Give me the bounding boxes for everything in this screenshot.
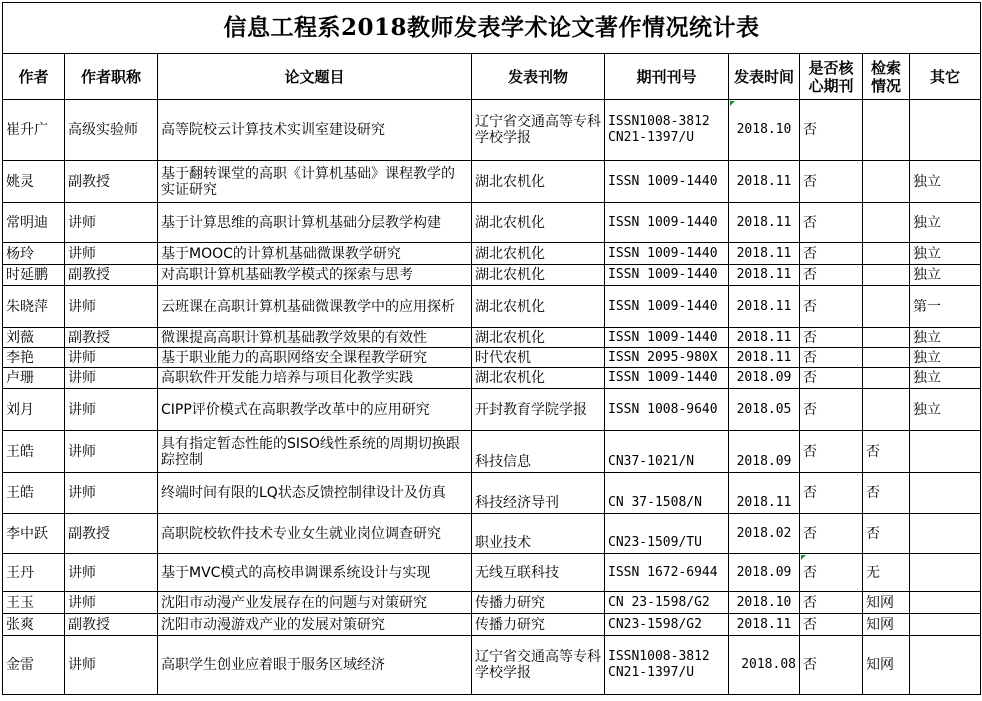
cell-paper-title[interactable]: 沈阳市动漫产业发展存在的问题与对策研究 bbox=[158, 592, 472, 614]
cell-index-status[interactable] bbox=[863, 161, 910, 203]
cell-journal-number[interactable]: ISSN 1009-1440 bbox=[605, 328, 729, 348]
cell-journal[interactable]: 科技经济导刊 bbox=[472, 473, 605, 514]
cell-journal-number[interactable]: ISSN 1008-9640 bbox=[605, 389, 729, 431]
cell-author[interactable]: 王皓 bbox=[3, 473, 65, 514]
table-row bbox=[3, 514, 981, 554]
cell-journal-number[interactable]: ISSN 1009-1440 bbox=[605, 265, 729, 286]
cell-core-journal[interactable]: 否 bbox=[800, 243, 863, 265]
cell-index-status[interactable] bbox=[863, 265, 910, 286]
cell-author-title[interactable]: 副教授 bbox=[65, 514, 158, 554]
cell-journal-number[interactable]: CN37-1021/N bbox=[605, 431, 729, 473]
cell-author-title[interactable]: 讲师 bbox=[65, 243, 158, 265]
cell-journal-number[interactable]: ISSN 1672-6944 bbox=[605, 554, 729, 592]
cell-paper-title[interactable]: 高职院校软件技术专业女生就业岗位调查研究 bbox=[158, 514, 472, 554]
cell-journal[interactable]: 辽宁省交通高等专科学校学报 bbox=[472, 100, 605, 161]
cell-other[interactable]: 独立 bbox=[910, 161, 981, 203]
cell-index-status[interactable] bbox=[863, 328, 910, 348]
cell-other[interactable]: 独立 bbox=[910, 328, 981, 348]
cell-author[interactable]: 金雷 bbox=[3, 636, 65, 695]
cell-core-journal[interactable]: 否 bbox=[800, 514, 863, 554]
table-row bbox=[3, 554, 981, 592]
table-row bbox=[3, 328, 981, 348]
cell-publish-date[interactable]: 2018.11 bbox=[729, 348, 800, 368]
cell-publish-date[interactable]: 2018.11 bbox=[729, 286, 800, 328]
cell-author[interactable]: 李中跃 bbox=[3, 514, 65, 554]
cell-journal[interactable]: 传播力研究 bbox=[472, 592, 605, 614]
cell-author-title[interactable]: 讲师 bbox=[65, 431, 158, 473]
cell-paper-title[interactable]: 基于翻转课堂的高职《计算机基础》课程教学的实证研究 bbox=[158, 161, 472, 203]
cell-author-title[interactable]: 讲师 bbox=[65, 554, 158, 592]
cell-author-title[interactable]: 讲师 bbox=[65, 203, 158, 243]
cell-other[interactable]: 独立 bbox=[910, 389, 981, 431]
header-other[interactable]: 其它 bbox=[910, 54, 981, 100]
cell-publish-date[interactable]: 2018.09 bbox=[729, 368, 800, 389]
header-journal[interactable]: 发表刊物 bbox=[472, 54, 605, 100]
cell-journal-number[interactable]: CN 37-1508/N bbox=[605, 473, 729, 514]
cell-author[interactable]: 王玉 bbox=[3, 592, 65, 614]
cell-index-status[interactable] bbox=[863, 348, 910, 368]
cell-journal-number[interactable]: ISSN 1009-1440 bbox=[605, 368, 729, 389]
cell-publish-date[interactable]: 2018.10 bbox=[729, 592, 800, 614]
cell-author[interactable]: 王丹 bbox=[3, 554, 65, 592]
cell-author-title[interactable]: 高级实验师 bbox=[65, 100, 158, 161]
table-row bbox=[3, 265, 981, 286]
cell-publish-date[interactable]: 2018.09 bbox=[729, 431, 800, 473]
cell-index-status[interactable] bbox=[863, 389, 910, 431]
table-row bbox=[3, 368, 981, 389]
cell-paper-title[interactable]: 云班课在高职计算机基础微课教学中的应用探析 bbox=[158, 286, 472, 328]
cell-other[interactable]: 独立 bbox=[910, 203, 981, 243]
header-journal-number[interactable]: 期刊刊号 bbox=[605, 54, 729, 100]
cell-author[interactable]: 时延鹏 bbox=[3, 265, 65, 286]
cell-author[interactable]: 杨玲 bbox=[3, 243, 65, 265]
cell-paper-title[interactable]: 微课提高高职计算机基础教学效果的有效性 bbox=[158, 328, 472, 348]
cell-core-journal[interactable]: 否 bbox=[800, 368, 863, 389]
table-row bbox=[3, 614, 981, 636]
cell-journal[interactable]: 湖北农机化 bbox=[472, 243, 605, 265]
cell-other[interactable] bbox=[910, 100, 981, 161]
header-author-title[interactable]: 作者职称 bbox=[65, 54, 158, 100]
cell-paper-title[interactable]: 高等院校云计算技术实训室建设研究 bbox=[158, 100, 472, 161]
cell-journal[interactable]: 湖北农机化 bbox=[472, 286, 605, 328]
cell-author-title[interactable]: 讲师 bbox=[65, 636, 158, 695]
sheet-title[interactable]: 信息工程系2018教师发表学术论文著作情况统计表 bbox=[3, 3, 981, 54]
cell-index-status[interactable]: 否 bbox=[863, 473, 910, 514]
cell-author-title[interactable]: 讲师 bbox=[65, 592, 158, 614]
cell-paper-title[interactable]: 基于MVC模式的高校串调课系统设计与实现 bbox=[158, 554, 472, 592]
cell-core-journal[interactable]: 否 bbox=[800, 286, 863, 328]
cell-journal[interactable]: 湖北农机化 bbox=[472, 368, 605, 389]
cell-other[interactable]: 第一 bbox=[910, 286, 981, 328]
cell-index-status[interactable] bbox=[863, 368, 910, 389]
cell-publish-date[interactable]: 2018.05 bbox=[729, 389, 800, 431]
cell-core-journal[interactable]: 否 bbox=[800, 636, 863, 695]
cell-publish-date[interactable]: 2018.10 bbox=[729, 100, 800, 161]
header-publish-date[interactable]: 发表时间 bbox=[729, 54, 800, 100]
cell-journal[interactable]: 开封教育学院学报 bbox=[472, 389, 605, 431]
cell-author[interactable]: 崔升广 bbox=[3, 100, 65, 161]
cell-core-journal[interactable]: 否 bbox=[800, 389, 863, 431]
cell-index-status[interactable]: 否 bbox=[863, 431, 910, 473]
cell-author[interactable]: 张爽 bbox=[3, 614, 65, 636]
cell-author-title[interactable]: 副教授 bbox=[65, 614, 158, 636]
cell-index-status[interactable]: 否 bbox=[863, 514, 910, 554]
cell-journal-number[interactable]: ISSN 1009-1440 bbox=[605, 286, 729, 328]
cell-journal[interactable]: 无线互联科技 bbox=[472, 554, 605, 592]
cell-author-title[interactable]: 讲师 bbox=[65, 368, 158, 389]
header-author[interactable]: 作者 bbox=[3, 54, 65, 100]
cell-publish-date[interactable]: 2018.11 bbox=[729, 473, 800, 514]
table-row bbox=[3, 592, 981, 614]
comment-marker bbox=[801, 555, 806, 560]
cell-journal[interactable]: 时代农机 bbox=[472, 348, 605, 368]
cell-author-title[interactable]: 讲师 bbox=[65, 348, 158, 368]
comment-marker bbox=[730, 101, 735, 106]
cell-journal-number[interactable]: CN23-1509/TU bbox=[605, 514, 729, 554]
cell-author-title[interactable]: 副教授 bbox=[65, 161, 158, 203]
cell-journal-number[interactable]: CN23-1598/G2 bbox=[605, 614, 729, 636]
table-row bbox=[3, 243, 981, 265]
cell-other[interactable]: 独立 bbox=[910, 368, 981, 389]
cell-core-journal[interactable]: 否 bbox=[800, 265, 863, 286]
table-row bbox=[3, 286, 981, 328]
cell-author-title[interactable]: 副教授 bbox=[65, 265, 158, 286]
cell-other[interactable]: 独立 bbox=[910, 265, 981, 286]
cell-core-journal[interactable]: 否 bbox=[800, 100, 863, 161]
cell-author[interactable]: 李艳 bbox=[3, 348, 65, 368]
cell-author[interactable]: 刘薇 bbox=[3, 328, 65, 348]
table-row bbox=[3, 431, 981, 473]
cell-author-title[interactable]: 讲师 bbox=[65, 389, 158, 431]
cell-index-status[interactable] bbox=[863, 286, 910, 328]
cell-core-journal[interactable]: 否 bbox=[800, 554, 863, 592]
header-paper-title[interactable]: 论文题目 bbox=[158, 54, 472, 100]
cell-index-status[interactable] bbox=[863, 203, 910, 243]
cell-journal[interactable]: 湖北农机化 bbox=[472, 328, 605, 348]
cell-journal-number[interactable]: CN 23-1598/G2 bbox=[605, 592, 729, 614]
cell-paper-title[interactable]: 对高职计算机基础教学模式的探索与思考 bbox=[158, 265, 472, 286]
cell-paper-title[interactable]: 沈阳市动漫游戏产业的发展对策研究 bbox=[158, 614, 472, 636]
cell-journal[interactable]: 科技信息 bbox=[472, 431, 605, 473]
cell-publish-date[interactable]: 2018.11 bbox=[729, 203, 800, 243]
cell-journal-number[interactable]: ISSN1008-3812 CN21-1397/U bbox=[605, 100, 729, 161]
cell-author-title[interactable]: 讲师 bbox=[65, 473, 158, 514]
cell-index-status[interactable] bbox=[863, 100, 910, 161]
cell-journal-number[interactable]: ISSN1008-3812 CN21-1397/U bbox=[605, 636, 729, 695]
cell-publish-date[interactable]: 2018.11 bbox=[729, 243, 800, 265]
table-row bbox=[3, 636, 981, 695]
cell-publish-date[interactable]: 2018.11 bbox=[729, 328, 800, 348]
cell-other[interactable] bbox=[910, 614, 981, 636]
cell-journal-number[interactable]: ISSN 2095-980X bbox=[605, 348, 729, 368]
cell-other[interactable] bbox=[910, 554, 981, 592]
statistics-table bbox=[2, 2, 981, 695]
cell-paper-title[interactable]: 具有指定暂态性能的SISO线性系统的周期切换跟踪控制 bbox=[158, 431, 472, 473]
cell-paper-title[interactable]: CIPP评价模式在高职教学改革中的应用研究 bbox=[158, 389, 472, 431]
cell-core-journal[interactable]: 否 bbox=[800, 328, 863, 348]
cell-journal[interactable]: 传播力研究 bbox=[472, 614, 605, 636]
cell-publish-date[interactable]: 2018.11 bbox=[729, 614, 800, 636]
cell-publish-date[interactable]: 2018.08 bbox=[729, 636, 800, 695]
cell-journal[interactable]: 辽宁省交通高等专科学校学报 bbox=[472, 636, 605, 695]
table-row bbox=[3, 473, 981, 514]
cell-paper-title[interactable]: 基于MOOC的计算机基础微课教学研究 bbox=[158, 243, 472, 265]
cell-publish-date[interactable]: 2018.11 bbox=[729, 161, 800, 203]
cell-author[interactable]: 朱晓萍 bbox=[3, 286, 65, 328]
header-index-status[interactable]: 检索情况 bbox=[863, 54, 910, 100]
cell-journal-number[interactable]: ISSN 1009-1440 bbox=[605, 203, 729, 243]
cell-journal[interactable]: 湖北农机化 bbox=[472, 203, 605, 243]
cell-publish-date[interactable]: 2018.02 bbox=[729, 514, 800, 554]
cell-index-status[interactable]: 无 bbox=[863, 554, 910, 592]
cell-paper-title[interactable]: 高职学生创业应着眼于服务区域经济 bbox=[158, 636, 472, 695]
cell-journal[interactable]: 湖北农机化 bbox=[472, 265, 605, 286]
cell-other[interactable] bbox=[910, 592, 981, 614]
cell-other[interactable] bbox=[910, 431, 981, 473]
cell-core-journal[interactable]: 否 bbox=[800, 473, 863, 514]
cell-other[interactable] bbox=[910, 473, 981, 514]
cell-other[interactable] bbox=[910, 514, 981, 554]
cell-paper-title[interactable]: 终端时间有限的LQ状态反馈控制律设计及仿真 bbox=[158, 473, 472, 514]
cell-paper-title[interactable]: 高职软件开发能力培养与项目化教学实践 bbox=[158, 368, 472, 389]
header-core-journal[interactable]: 是否核心期刊 bbox=[800, 54, 863, 100]
cell-core-journal[interactable]: 否 bbox=[800, 431, 863, 473]
cell-journal-number[interactable]: ISSN 1009-1440 bbox=[605, 161, 729, 203]
cell-journal[interactable]: 职业技术 bbox=[472, 514, 605, 554]
cell-author[interactable]: 姚灵 bbox=[3, 161, 65, 203]
cell-author[interactable]: 常明迪 bbox=[3, 203, 65, 243]
cell-journal-number[interactable]: ISSN 1009-1440 bbox=[605, 243, 729, 265]
cell-author[interactable]: 卢珊 bbox=[3, 368, 65, 389]
cell-core-journal[interactable]: 否 bbox=[800, 161, 863, 203]
cell-author-title[interactable]: 副教授 bbox=[65, 328, 158, 348]
cell-index-status[interactable] bbox=[863, 243, 910, 265]
cell-publish-date[interactable]: 2018.09 bbox=[729, 554, 800, 592]
cell-author-title[interactable]: 讲师 bbox=[65, 286, 158, 328]
cell-publish-date[interactable]: 2018.11 bbox=[729, 265, 800, 286]
cell-index-status[interactable]: 知网 bbox=[863, 614, 910, 636]
table-row bbox=[3, 100, 981, 161]
cell-other[interactable]: 独立 bbox=[910, 243, 981, 265]
cell-author[interactable]: 王皓 bbox=[3, 431, 65, 473]
cell-other[interactable] bbox=[910, 636, 981, 695]
table-row bbox=[3, 348, 981, 368]
cell-paper-title[interactable]: 基于计算思维的高职计算机基础分层教学构建 bbox=[158, 203, 472, 243]
cell-author[interactable]: 刘月 bbox=[3, 389, 65, 431]
cell-core-journal[interactable]: 否 bbox=[800, 348, 863, 368]
cell-journal[interactable]: 湖北农机化 bbox=[472, 161, 605, 203]
cell-index-status[interactable]: 知网 bbox=[863, 636, 910, 695]
cell-core-journal[interactable]: 否 bbox=[800, 592, 863, 614]
cell-other[interactable]: 独立 bbox=[910, 348, 981, 368]
cell-index-status[interactable]: 知网 bbox=[863, 592, 910, 614]
cell-core-journal[interactable]: 否 bbox=[800, 614, 863, 636]
table-row bbox=[3, 203, 981, 243]
table-row bbox=[3, 161, 981, 203]
table-row bbox=[3, 389, 981, 431]
cell-paper-title[interactable]: 基于职业能力的高职网络安全课程教学研究 bbox=[158, 348, 472, 368]
cell-core-journal[interactable]: 否 bbox=[800, 203, 863, 243]
